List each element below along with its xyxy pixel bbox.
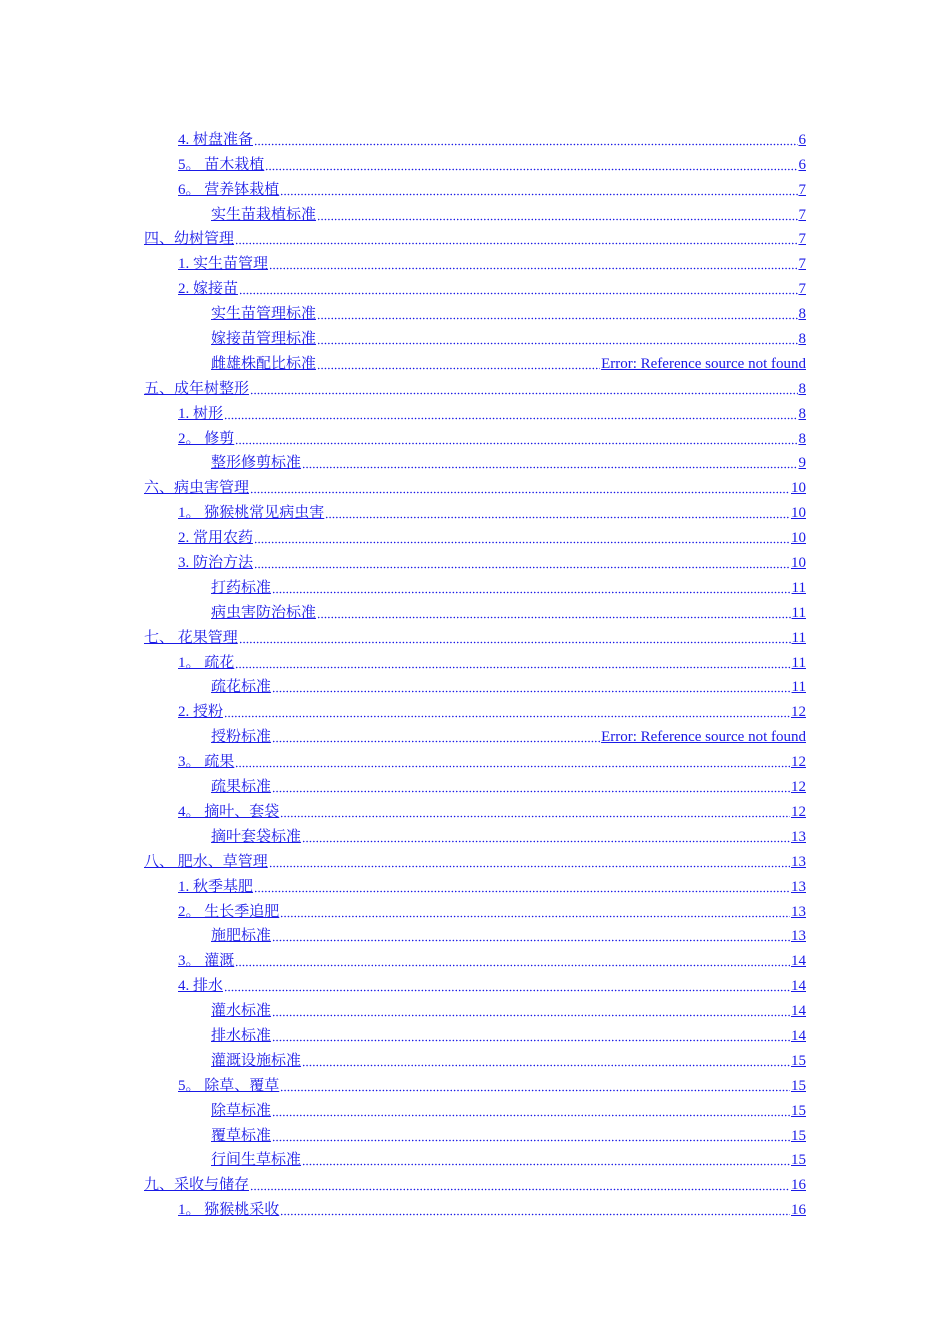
toc-entry-label: 八、 肥水、草管理 xyxy=(144,853,268,870)
toc-entry-page-number: 14 xyxy=(791,1003,806,1020)
dot-leader xyxy=(224,406,797,420)
dot-leader xyxy=(272,779,790,793)
table-of-contents xyxy=(0,125,950,1220)
toc-entry-page-number: 11 xyxy=(791,604,806,621)
toc-entry[interactable] xyxy=(178,274,806,299)
toc-entry-label: 6。 营养钵栽植 xyxy=(178,181,280,198)
dot-leader xyxy=(254,530,790,544)
toc-entry-label: 3。 疏果 xyxy=(178,754,235,771)
toc-entry[interactable] xyxy=(211,200,806,225)
toc-entry[interactable] xyxy=(211,598,806,623)
toc-entry-label: 九、采收与储存 xyxy=(144,1177,250,1194)
toc-entry-page-number: 10 xyxy=(791,530,806,547)
toc-entry-label: 1。 猕猴桃采收 xyxy=(178,1202,280,1219)
toc-entry-label: 疏果标准 xyxy=(211,779,272,796)
toc-entry-page-number: 8 xyxy=(798,331,806,348)
dot-leader xyxy=(325,505,790,519)
toc-entry-page-number: 12 xyxy=(791,803,806,820)
toc-entry[interactable] xyxy=(211,573,806,598)
toc-entry-label: 3。 灌溉 xyxy=(178,953,235,970)
dot-leader xyxy=(250,381,797,395)
toc-entry[interactable] xyxy=(178,150,806,175)
dot-leader xyxy=(280,904,790,918)
toc-entry-page-number: 10 xyxy=(791,505,806,522)
dot-leader xyxy=(254,879,790,893)
toc-entry-label: 整形修剪标准 xyxy=(211,455,302,472)
toc-entry-label: 1。 疏花 xyxy=(178,654,235,671)
toc-entry-page-number: 10 xyxy=(791,555,806,572)
toc-entry[interactable] xyxy=(211,349,806,374)
toc-entry-page-number: 15 xyxy=(791,1127,806,1144)
toc-entry-page-number: 15 xyxy=(791,1102,806,1119)
dot-leader xyxy=(280,1078,790,1092)
toc-entry-page-number: 8 xyxy=(798,405,806,422)
dot-leader xyxy=(317,356,600,370)
toc-entry-label: 2. 常用农药 xyxy=(178,530,254,547)
toc-entry-label: 施肥标准 xyxy=(211,928,272,945)
toc-entry-label: 摘叶套袋标准 xyxy=(211,828,302,845)
toc-entry-label: 授粉标准 xyxy=(211,729,272,746)
dot-leader xyxy=(302,455,797,469)
toc-entry[interactable] xyxy=(178,797,806,822)
dot-leader xyxy=(272,1028,790,1042)
toc-entry-label: 排水标准 xyxy=(211,1027,272,1044)
toc-entry-page-number: 15 xyxy=(791,1077,806,1094)
toc-entry-label: 灌溉设施标准 xyxy=(211,1052,302,1069)
toc-entry-page-number: 7 xyxy=(798,281,806,298)
toc-entry-page-number: 7 xyxy=(798,231,806,248)
toc-entry[interactable] xyxy=(211,299,806,324)
dot-leader xyxy=(269,256,797,270)
toc-entry[interactable] xyxy=(178,548,806,573)
toc-entry-page-number: 12 xyxy=(791,754,806,771)
toc-entry-page-number: 8 xyxy=(798,380,806,397)
toc-entry-page-number: 13 xyxy=(791,878,806,895)
toc-entry-page-number: 7 xyxy=(798,256,806,273)
toc-entry-label: 4. 排水 xyxy=(178,978,224,995)
toc-entry[interactable] xyxy=(211,1146,806,1171)
toc-entry-page-number: 11 xyxy=(791,629,806,646)
toc-entry[interactable] xyxy=(211,1121,806,1146)
toc-entry[interactable] xyxy=(178,498,806,523)
toc-entry-page-number: 16 xyxy=(791,1177,806,1194)
dot-leader xyxy=(317,306,797,320)
toc-entry[interactable] xyxy=(144,1170,806,1195)
toc-entry[interactable] xyxy=(211,996,806,1021)
toc-entry-page-number: 13 xyxy=(791,853,806,870)
toc-entry[interactable] xyxy=(178,648,806,673)
toc-entry-page-number: 12 xyxy=(791,779,806,796)
dot-leader xyxy=(272,679,791,693)
dot-leader xyxy=(224,978,790,992)
toc-entry[interactable] xyxy=(211,673,806,698)
toc-entry-page-number: 14 xyxy=(791,953,806,970)
toc-entry[interactable] xyxy=(178,946,806,971)
toc-entry-label: 2. 嫁接苗 xyxy=(178,281,239,298)
toc-entry-label: 四、幼树管理 xyxy=(144,231,235,248)
toc-entry-label: 六、病虫害管理 xyxy=(144,480,250,497)
dot-leader xyxy=(269,854,790,868)
toc-entry-label: 除草标准 xyxy=(211,1102,272,1119)
toc-entry-page-number: Error: Reference source not found xyxy=(601,355,806,372)
dot-leader xyxy=(250,1177,790,1191)
toc-entry-label: 1. 实生苗管理 xyxy=(178,256,269,273)
toc-entry-label: 5。 苗木栽植 xyxy=(178,156,265,173)
toc-entry-label: 嫁接苗管理标准 xyxy=(211,331,317,348)
dot-leader xyxy=(280,804,790,818)
toc-entry[interactable] xyxy=(144,623,806,648)
toc-entry-label: 1。 猕猴桃常见病虫害 xyxy=(178,505,325,522)
toc-entry-page-number: 7 xyxy=(798,181,806,198)
toc-entry-page-number: 7 xyxy=(798,206,806,223)
dot-leader xyxy=(250,480,790,494)
toc-entry-page-number: 9 xyxy=(798,455,806,472)
dot-leader xyxy=(254,132,797,146)
dot-leader xyxy=(280,1202,790,1216)
dot-leader xyxy=(317,605,791,619)
toc-entry[interactable] xyxy=(211,922,806,947)
toc-entry-page-number: 13 xyxy=(791,928,806,945)
toc-entry[interactable] xyxy=(178,249,806,274)
toc-entry-page-number: 6 xyxy=(798,131,806,148)
dot-leader xyxy=(254,555,790,569)
toc-entry-page-number: 16 xyxy=(791,1202,806,1219)
toc-entry-label: 实生苗管理标准 xyxy=(211,306,317,323)
toc-entry[interactable] xyxy=(211,1046,806,1071)
toc-entry-page-number: 8 xyxy=(798,430,806,447)
toc-entry[interactable] xyxy=(178,1195,806,1220)
toc-entry[interactable] xyxy=(144,473,806,498)
toc-entry-label: 3. 防治方法 xyxy=(178,555,254,572)
toc-entry[interactable] xyxy=(178,872,806,897)
dot-leader xyxy=(280,182,797,196)
toc-entry-page-number: 6 xyxy=(798,156,806,173)
toc-entry[interactable] xyxy=(178,399,806,424)
toc-entry[interactable] xyxy=(211,772,806,797)
toc-entry-label: 覆草标准 xyxy=(211,1127,272,1144)
dot-leader xyxy=(272,1128,790,1142)
toc-entry[interactable] xyxy=(211,324,806,349)
toc-entry-page-number: 11 xyxy=(791,654,806,671)
toc-entry-label: 雌雄株配比标准 xyxy=(211,355,317,372)
dot-leader xyxy=(302,829,790,843)
dot-leader xyxy=(235,231,797,245)
toc-entry[interactable] xyxy=(144,225,806,250)
toc-entry-label: 2。 修剪 xyxy=(178,430,235,447)
toc-entry[interactable] xyxy=(211,722,806,747)
toc-entry-label: 五、成年树整形 xyxy=(144,380,250,397)
toc-entry-page-number: 13 xyxy=(791,903,806,920)
toc-entry[interactable] xyxy=(178,523,806,548)
toc-entry-page-number: 15 xyxy=(791,1152,806,1169)
dot-leader xyxy=(317,331,797,345)
toc-entry-label: 2。 生长季追肥 xyxy=(178,903,280,920)
toc-entry[interactable] xyxy=(211,1021,806,1046)
dot-leader xyxy=(317,207,797,221)
dot-leader xyxy=(239,281,797,295)
dot-leader xyxy=(235,431,797,445)
toc-entry-label: 行间生草标准 xyxy=(211,1152,302,1169)
toc-entry-label: 5。 除草、覆草 xyxy=(178,1077,280,1094)
toc-entry-label: 疏花标准 xyxy=(211,679,272,696)
toc-entry-page-number: 11 xyxy=(791,579,806,596)
toc-entry[interactable] xyxy=(178,125,806,150)
toc-entry-page-number: 15 xyxy=(791,1052,806,1069)
dot-leader xyxy=(224,704,790,718)
dot-leader xyxy=(272,1003,790,1017)
toc-entry[interactable] xyxy=(178,424,806,449)
toc-entry[interactable] xyxy=(211,822,806,847)
toc-entry-label: 病虫害防治标准 xyxy=(211,604,317,621)
toc-entry-page-number: 11 xyxy=(791,679,806,696)
toc-entry-page-number: 10 xyxy=(791,480,806,497)
dot-leader xyxy=(235,754,790,768)
toc-entry[interactable] xyxy=(178,747,806,772)
dot-leader xyxy=(302,1053,790,1067)
toc-entry-label: 4. 树盘准备 xyxy=(178,131,254,148)
toc-entry[interactable] xyxy=(178,175,806,200)
toc-entry[interactable] xyxy=(211,449,806,474)
toc-entry[interactable] xyxy=(144,847,806,872)
dot-leader xyxy=(235,655,790,669)
toc-entry-label: 4。 摘叶、套袋 xyxy=(178,803,280,820)
toc-entry-label: 七、 花果管理 xyxy=(144,629,238,646)
toc-entry-label: 打药标准 xyxy=(211,579,272,596)
dot-leader xyxy=(265,157,797,171)
dot-leader xyxy=(239,630,791,644)
dot-leader xyxy=(235,953,790,967)
toc-entry-label: 灌水标准 xyxy=(211,1003,272,1020)
toc-entry[interactable] xyxy=(178,697,806,722)
toc-entry[interactable] xyxy=(178,971,806,996)
toc-entry[interactable] xyxy=(178,1071,806,1096)
dot-leader xyxy=(272,1103,790,1117)
toc-entry-page-number: 8 xyxy=(798,306,806,323)
toc-entry-label: 2. 授粉 xyxy=(178,704,224,721)
toc-entry-page-number: 14 xyxy=(791,1027,806,1044)
dot-leader xyxy=(272,928,790,942)
dot-leader xyxy=(272,580,791,594)
toc-entry-page-number: 13 xyxy=(791,828,806,845)
toc-entry-page-number: 14 xyxy=(791,978,806,995)
toc-entry[interactable] xyxy=(178,897,806,922)
toc-entry[interactable] xyxy=(211,1096,806,1121)
dot-leader xyxy=(272,729,600,743)
toc-entry-page-number: 12 xyxy=(791,704,806,721)
toc-entry-label: 实生苗栽植标准 xyxy=(211,206,317,223)
toc-entry-label: 1. 树形 xyxy=(178,405,224,422)
toc-entry[interactable] xyxy=(144,374,806,399)
dot-leader xyxy=(302,1152,790,1166)
toc-entry-label: 1. 秋季基肥 xyxy=(178,878,254,895)
toc-entry-page-number: Error: Reference source not found xyxy=(601,729,806,746)
